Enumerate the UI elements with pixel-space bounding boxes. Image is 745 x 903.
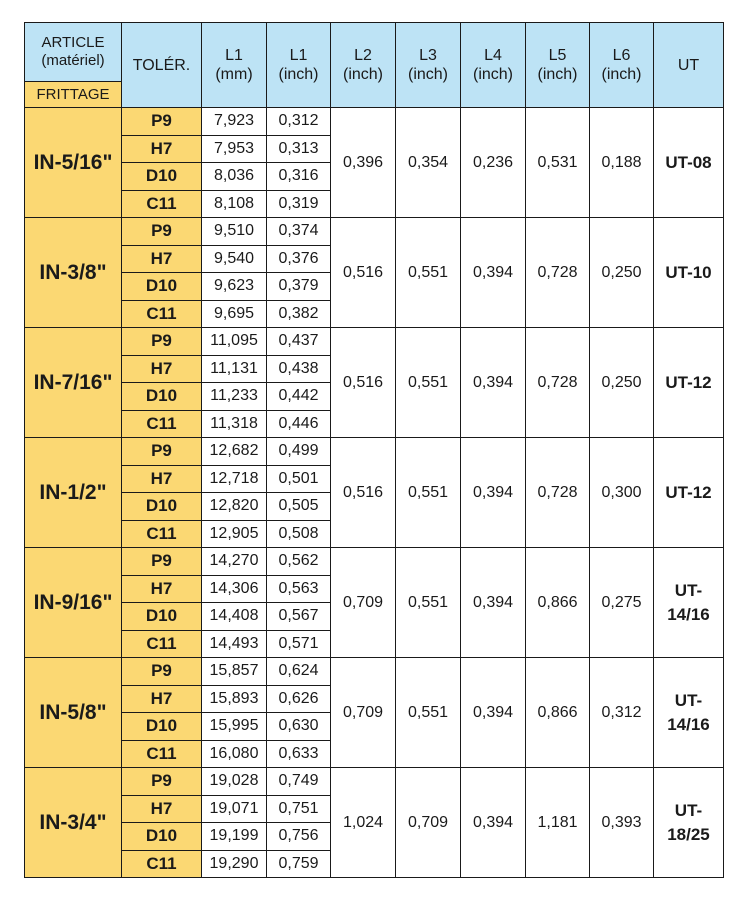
- l1-inch-cell: 0,379: [267, 273, 331, 301]
- l4-cell: 0,394: [461, 548, 526, 658]
- article-label: ARTICLE: [41, 34, 105, 51]
- article-header: [25, 23, 122, 82]
- l4-cell: 0,236: [461, 108, 526, 218]
- l2-cell: 0,516: [331, 438, 396, 548]
- l4-cell: 0,394: [461, 768, 526, 878]
- ut-code: 18/25: [667, 824, 710, 844]
- l6-cell: 0,188: [590, 108, 654, 218]
- table-body: [25, 108, 724, 878]
- l1-inch-cell: 0,756: [267, 823, 331, 851]
- ut-cell: [654, 108, 724, 218]
- ut-code: 14/16: [667, 604, 710, 624]
- ut-cell: [654, 218, 724, 328]
- l2-cell: 0,709: [331, 658, 396, 768]
- header-row: [25, 23, 724, 82]
- l3-cell: 0,551: [396, 438, 461, 548]
- l6-cell: 0,393: [590, 768, 654, 878]
- tolerance-cell: P9: [122, 328, 202, 356]
- tolerance-cell: C11: [122, 190, 202, 218]
- tolerance-cell: P9: [122, 438, 202, 466]
- l1-inch-cell: 0,633: [267, 740, 331, 768]
- l4-cell: 0,394: [461, 658, 526, 768]
- tolerance-cell: P9: [122, 768, 202, 796]
- l1-mm-cell: 19,071: [202, 795, 267, 823]
- tolerance-cell: D10: [122, 163, 202, 191]
- l1-mm-cell: 9,510: [202, 218, 267, 246]
- tolerance-cell: D10: [122, 603, 202, 631]
- toler-header: TOLÉR.: [122, 23, 202, 108]
- l1-inch-cell: 0,313: [267, 135, 331, 163]
- l1-mm-cell: 16,080: [202, 740, 267, 768]
- ut-code: UT-: [674, 580, 703, 600]
- l1-mm-cell: 15,893: [202, 685, 267, 713]
- tolerance-cell: D10: [122, 823, 202, 851]
- l1-inch-cell: 0,442: [267, 383, 331, 411]
- l1-inch-cell: 0,382: [267, 300, 331, 328]
- table-row: [25, 548, 724, 576]
- l1-mm-cell: 14,493: [202, 630, 267, 658]
- l3-cell: 0,551: [396, 328, 461, 438]
- tolerance-cell: D10: [122, 383, 202, 411]
- tolerance-cell: H7: [122, 245, 202, 273]
- l1-mm-cell: 12,718: [202, 465, 267, 493]
- l1-mm-cell: 15,857: [202, 658, 267, 686]
- l1-inch-cell: 0,508: [267, 520, 331, 548]
- article-name: IN-5/8": [25, 658, 122, 768]
- ut-cell: [654, 768, 724, 878]
- l1-mm-cell: 8,036: [202, 163, 267, 191]
- l1-mm-cell: 19,199: [202, 823, 267, 851]
- col-header-l6: L6 (inch): [590, 23, 654, 108]
- tolerance-cell: H7: [122, 355, 202, 383]
- col-header-l3: L3 (inch): [396, 23, 461, 108]
- l1-inch-cell: 0,499: [267, 438, 331, 466]
- l6-cell: 0,300: [590, 438, 654, 548]
- l1-inch-cell: 0,312: [267, 108, 331, 136]
- ut-cell: [654, 328, 724, 438]
- article-name: IN-1/2": [25, 438, 122, 548]
- l6-cell: 0,312: [590, 658, 654, 768]
- tolerance-cell: H7: [122, 465, 202, 493]
- tolerance-cell: P9: [122, 548, 202, 576]
- article-name: IN-7/16": [25, 328, 122, 438]
- l1-inch-cell: 0,749: [267, 768, 331, 796]
- ut-code: UT-10: [665, 262, 712, 282]
- l6-cell: 0,250: [590, 328, 654, 438]
- ut-code: 14/16: [667, 714, 710, 734]
- article-name: IN-3/8": [25, 218, 122, 328]
- l1-inch-cell: 0,624: [267, 658, 331, 686]
- tolerance-cell: D10: [122, 493, 202, 521]
- l2-cell: 1,024: [331, 768, 396, 878]
- l2-cell: 0,709: [331, 548, 396, 658]
- l6-cell: 0,250: [590, 218, 654, 328]
- l1-inch-cell: 0,505: [267, 493, 331, 521]
- table-row: [25, 438, 724, 466]
- l3-cell: 0,709: [396, 768, 461, 878]
- l4-cell: 0,394: [461, 328, 526, 438]
- l3-cell: 0,551: [396, 658, 461, 768]
- l1-mm-cell: 11,233: [202, 383, 267, 411]
- article-name: IN-3/4": [25, 768, 122, 878]
- tolerance-cell: H7: [122, 135, 202, 163]
- l1-mm-cell: 9,540: [202, 245, 267, 273]
- l2-cell: 0,516: [331, 218, 396, 328]
- article-name: IN-5/16": [25, 108, 122, 218]
- l1-mm-cell: 7,953: [202, 135, 267, 163]
- tolerance-cell: P9: [122, 108, 202, 136]
- tolerance-cell: H7: [122, 795, 202, 823]
- l1-mm-cell: 11,131: [202, 355, 267, 383]
- ut-cell: [654, 438, 724, 548]
- l1-inch-cell: 0,319: [267, 190, 331, 218]
- spec-table: [24, 22, 724, 878]
- ut-code: UT-12: [665, 372, 712, 392]
- l1-inch-cell: 0,376: [267, 245, 331, 273]
- col-header-l4: L4 (inch): [461, 23, 526, 108]
- tolerance-cell: H7: [122, 685, 202, 713]
- tolerance-cell: H7: [122, 575, 202, 603]
- l1-mm-cell: 11,095: [202, 328, 267, 356]
- ut-code: UT-: [674, 690, 703, 710]
- l5-cell: 0,728: [526, 218, 590, 328]
- tolerance-cell: P9: [122, 658, 202, 686]
- l6-cell: 0,275: [590, 548, 654, 658]
- ut-code: UT-: [674, 800, 703, 820]
- l1-inch-cell: 0,626: [267, 685, 331, 713]
- l3-cell: 0,551: [396, 218, 461, 328]
- tolerance-cell: C11: [122, 300, 202, 328]
- ut-code: UT-08: [665, 152, 712, 172]
- l4-cell: 0,394: [461, 438, 526, 548]
- l1-mm-cell: 7,923: [202, 108, 267, 136]
- table-row: [25, 108, 724, 136]
- l5-cell: 1,181: [526, 768, 590, 878]
- frittage-label: FRITTAGE: [25, 82, 122, 108]
- l1-inch-cell: 0,446: [267, 410, 331, 438]
- l1-mm-cell: 14,270: [202, 548, 267, 576]
- l1-mm-cell: 19,290: [202, 850, 267, 878]
- l1-mm-cell: 12,905: [202, 520, 267, 548]
- l4-cell: 0,394: [461, 218, 526, 328]
- l1-inch-cell: 0,374: [267, 218, 331, 246]
- tolerance-cell: P9: [122, 218, 202, 246]
- l1-inch-cell: 0,562: [267, 548, 331, 576]
- l1-mm-cell: 9,623: [202, 273, 267, 301]
- l3-cell: 0,354: [396, 108, 461, 218]
- table-row: [25, 658, 724, 686]
- col-header-l1-mm: L1 (mm): [202, 23, 267, 108]
- ut-header: UT: [654, 23, 724, 108]
- l1-mm-cell: 12,820: [202, 493, 267, 521]
- l1-inch-cell: 0,759: [267, 850, 331, 878]
- tolerance-cell: C11: [122, 520, 202, 548]
- l2-cell: 0,516: [331, 328, 396, 438]
- l1-inch-cell: 0,316: [267, 163, 331, 191]
- ut-cell: [654, 548, 724, 658]
- tolerance-cell: C11: [122, 410, 202, 438]
- l5-cell: 0,531: [526, 108, 590, 218]
- l1-inch-cell: 0,571: [267, 630, 331, 658]
- l1-inch-cell: 0,437: [267, 328, 331, 356]
- l5-cell: 0,728: [526, 438, 590, 548]
- l5-cell: 0,866: [526, 548, 590, 658]
- table-row: [25, 768, 724, 796]
- tolerance-cell: C11: [122, 850, 202, 878]
- col-header-l1-inch: L1 (inch): [267, 23, 331, 108]
- l2-cell: 0,396: [331, 108, 396, 218]
- ut-code: UT-12: [665, 482, 712, 502]
- l5-cell: 0,728: [526, 328, 590, 438]
- l1-mm-cell: 14,408: [202, 603, 267, 631]
- l3-cell: 0,551: [396, 548, 461, 658]
- l1-inch-cell: 0,501: [267, 465, 331, 493]
- ut-cell: [654, 658, 724, 768]
- tolerance-cell: C11: [122, 740, 202, 768]
- l1-inch-cell: 0,438: [267, 355, 331, 383]
- tolerance-cell: C11: [122, 630, 202, 658]
- table-row: [25, 328, 724, 356]
- l1-mm-cell: 9,695: [202, 300, 267, 328]
- article-name: IN-9/16": [25, 548, 122, 658]
- l1-mm-cell: 8,108: [202, 190, 267, 218]
- l1-inch-cell: 0,751: [267, 795, 331, 823]
- l1-inch-cell: 0,630: [267, 713, 331, 741]
- l5-cell: 0,866: [526, 658, 590, 768]
- l1-mm-cell: 11,318: [202, 410, 267, 438]
- l1-inch-cell: 0,567: [267, 603, 331, 631]
- l1-inch-cell: 0,563: [267, 575, 331, 603]
- col-header-l5: L5 (inch): [526, 23, 590, 108]
- article-sublabel: (matériel): [41, 52, 105, 69]
- col-header-l2: L2 (inch): [331, 23, 396, 108]
- tolerance-cell: D10: [122, 713, 202, 741]
- l1-mm-cell: 12,682: [202, 438, 267, 466]
- l1-mm-cell: 14,306: [202, 575, 267, 603]
- l1-mm-cell: 19,028: [202, 768, 267, 796]
- l1-mm-cell: 15,995: [202, 713, 267, 741]
- tolerance-cell: D10: [122, 273, 202, 301]
- table-row: [25, 218, 724, 246]
